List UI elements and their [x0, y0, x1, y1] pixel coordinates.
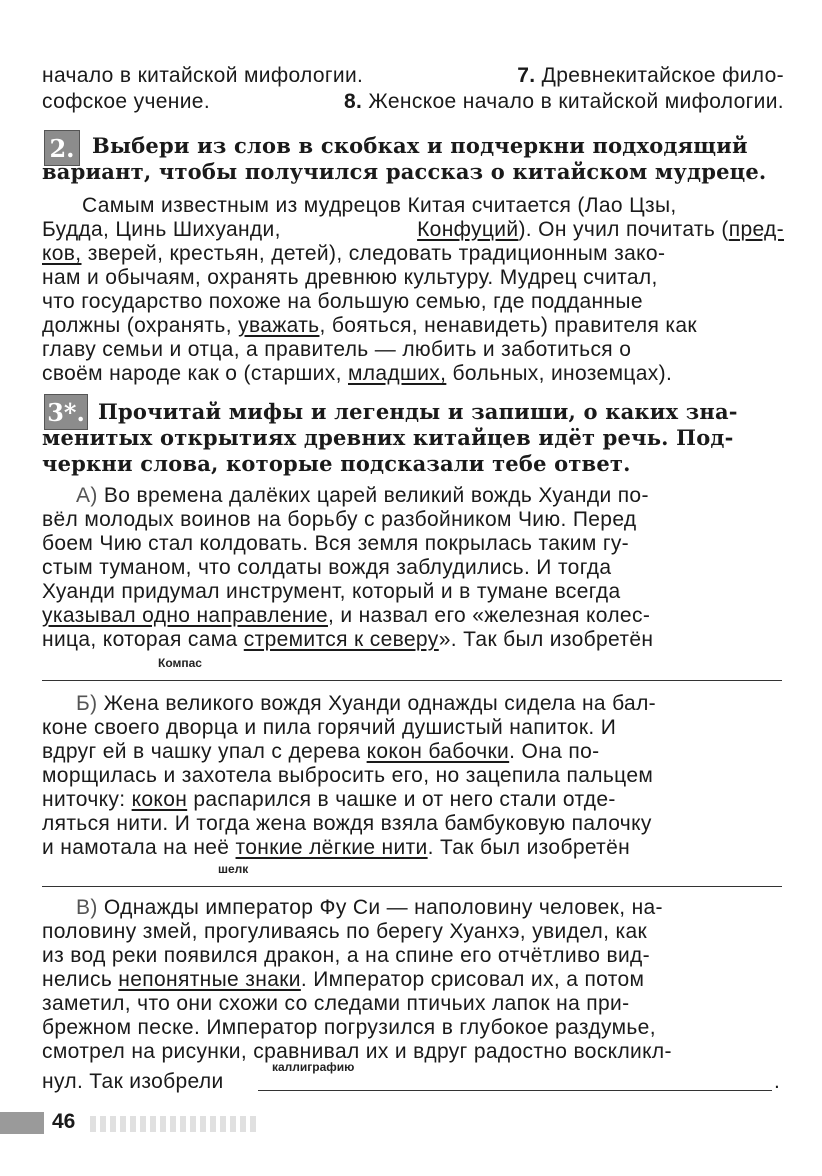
paragraph-text: нелись: [42, 968, 113, 991]
paragraph-text: ница, которая сама: [42, 628, 238, 651]
paragraph-text: . Она по-: [509, 740, 600, 763]
answer-a-line[interactable]: [42, 680, 782, 681]
story-a-line-2: вёл молодых воинов на борьбу с разбойником Чию. Перед: [42, 508, 637, 531]
intro-line-2: [42, 90, 784, 114]
paragraph-text: распарился в чашке и от него стали отде-: [193, 788, 616, 811]
story-b-line-7: [42, 836, 784, 860]
intro-text: Древнекитайское фило-: [541, 64, 784, 87]
paragraph-text: , и назвал его «железная колес-: [327, 604, 651, 627]
underlined-answer[interactable]: пред-: [728, 218, 784, 241]
intro-line-1: [42, 64, 784, 88]
story-c-line-7: смотрел на рисунки, сравнивал их и вдруг радостно воскликл-: [42, 1040, 672, 1063]
underlined-answer[interactable]: кокон: [131, 788, 188, 811]
story-a-line-6: [42, 604, 784, 628]
story-a-line-4: стым туманом, что солдаты вождя заблудились. И тогда: [42, 556, 612, 579]
story-a-line-7: [42, 628, 784, 652]
paragraph-text: ». Так был изобретён: [438, 628, 654, 651]
task-2-line-4: нам и обычаям, охранять древнюю культуру. Мудрец считал,: [42, 266, 658, 289]
story-b-line-3: [42, 740, 784, 764]
task-2-title-line-2: вариант, чтобы получился рассказ о китайском мудреце.: [42, 159, 767, 184]
underlined-answer[interactable]: непонятные знаки: [118, 968, 301, 991]
underlined-answer[interactable]: стремится к северу: [243, 628, 439, 651]
story-b-line-2: коне своего дворца и пила горячий душистый напиток. И: [42, 716, 617, 739]
paragraph-text: . Так был изобретён: [427, 836, 631, 859]
underlined-answer[interactable]: кокон бабочки: [366, 740, 510, 763]
answer-c-line[interactable]: [258, 1090, 772, 1091]
task-2-line-2: [42, 218, 784, 242]
task-2-line-8: [42, 362, 784, 386]
story-c-line-6: брежном песке. Император погрузился в глубокое раздумье,: [42, 1016, 656, 1039]
underlined-answer[interactable]: ков,: [42, 242, 82, 265]
intro-text: начало в китайской мифологии.: [42, 64, 364, 87]
answer-c-text[interactable]: каллиграфию: [272, 1060, 355, 1074]
underlined-answer[interactable]: младших,: [348, 362, 447, 385]
answer-a-text[interactable]: Компас: [158, 656, 202, 670]
task-3-badge: 3*.: [44, 394, 88, 430]
story-label: А): [76, 484, 98, 507]
paragraph-text: , бояться, ненавидеть) правителя как: [319, 314, 697, 337]
intro-text: Женское начало в китайской мифологии.: [368, 90, 784, 113]
story-a-line-1: [76, 484, 784, 508]
story-c-line-1: [76, 896, 784, 920]
answer-b-text[interactable]: шелк: [218, 862, 249, 876]
footer-bar: [0, 1112, 44, 1134]
task-2-badge: 2.: [44, 130, 80, 166]
story-b-line-5: [42, 788, 784, 812]
page-number: 46: [52, 1110, 76, 1133]
footer-decoration: [90, 1116, 260, 1132]
story-c-line-5: заметил, что они схожи со следами птичьих лапок на при-: [42, 992, 630, 1015]
paragraph-text: ниточку:: [42, 788, 126, 811]
underlined-answer[interactable]: указывал одно направление: [42, 604, 328, 627]
story-a-line-5: Хуанди придумал инструмент, который и в тумане всегда: [42, 580, 621, 603]
paragraph-text: вдруг ей в чашку упал с дерева: [42, 740, 361, 763]
task-2-line-5: что государство похоже на большую семью, где подданные: [42, 290, 643, 313]
story-c-line-8: нул. Так изобрели: [42, 1070, 224, 1093]
story-c-line-end: .: [774, 1070, 781, 1093]
underlined-answer[interactable]: тонкие лёгкие нити: [235, 836, 428, 859]
task-2-line-1: Самым известным из мудрецов Китая считается (Лао Цзы,: [82, 194, 677, 217]
story-b-line-6: ляться нити. И тогда жена вождя взяла бамбуковую палочку: [42, 812, 652, 835]
task-2-line-3: [42, 242, 784, 266]
underlined-answer[interactable]: Конфуций: [417, 218, 519, 241]
task-3-title-line-2: менитых открытиях древних китайцев идёт речь. Под-: [42, 425, 734, 450]
paragraph-text: должны (охранять,: [42, 314, 232, 337]
story-c-line-4: [42, 968, 784, 992]
paragraph-text: Будда, Цинь Шихуанди,: [42, 218, 281, 241]
task-2-title-line-1: Выбери из слов в скобках и подчеркни подходящий: [92, 133, 748, 158]
item-number: 8.: [344, 90, 363, 113]
task-2-line-6: [42, 314, 784, 338]
story-b-line-1: [76, 692, 784, 716]
paragraph-text: Во времена далёких царей великий вождь Хуанди по-: [103, 484, 649, 507]
story-c-line-2: половину змей, прогуливаясь по берегу Хуанхэ, увидел, как: [42, 920, 648, 943]
paragraph-text: зверей, крестьян, детей), следовать традиционным зако-: [87, 242, 666, 265]
intro-text: софское учение.: [42, 90, 211, 113]
item-number: 7.: [517, 64, 536, 87]
paragraph-text: Жена великого вождя Хуанди однажды сидела на бал-: [103, 692, 657, 715]
answer-b-line[interactable]: [42, 886, 782, 887]
task-3-title-line-3: черкни слова, которые подсказали тебе ответ.: [42, 451, 631, 476]
story-a-line-3: боем Чию стал колдовать. Вся земля покрылась таким гу-: [42, 532, 630, 555]
story-c-line-3: из вод реки появился дракон, а на спине его отчётливо вид-: [42, 944, 650, 967]
paragraph-text: и намотала на неё: [42, 836, 230, 859]
story-b-line-4: морщилась и захотела выбросить его, но зацепила пальцем: [42, 764, 654, 787]
story-label: В): [76, 896, 98, 919]
paragraph-text: своём народе как о (старших,: [42, 362, 342, 385]
paragraph-text: ). Он учил почитать (: [518, 218, 729, 241]
paragraph-text: . Император срисовал их, а потом: [300, 968, 645, 991]
task-3-title-line-1: Прочитай мифы и легенды и запиши, о каких зна-: [98, 399, 738, 424]
story-label: Б): [76, 692, 98, 715]
task-2-line-7: главу семьи и отца, а правитель — любить и заботиться о: [42, 338, 632, 361]
paragraph-text: больных, иноземцах).: [452, 362, 673, 385]
paragraph-text: Однажды император Фу Си — наполовину человек, на-: [103, 896, 663, 919]
underlined-answer[interactable]: уважать: [238, 314, 320, 337]
